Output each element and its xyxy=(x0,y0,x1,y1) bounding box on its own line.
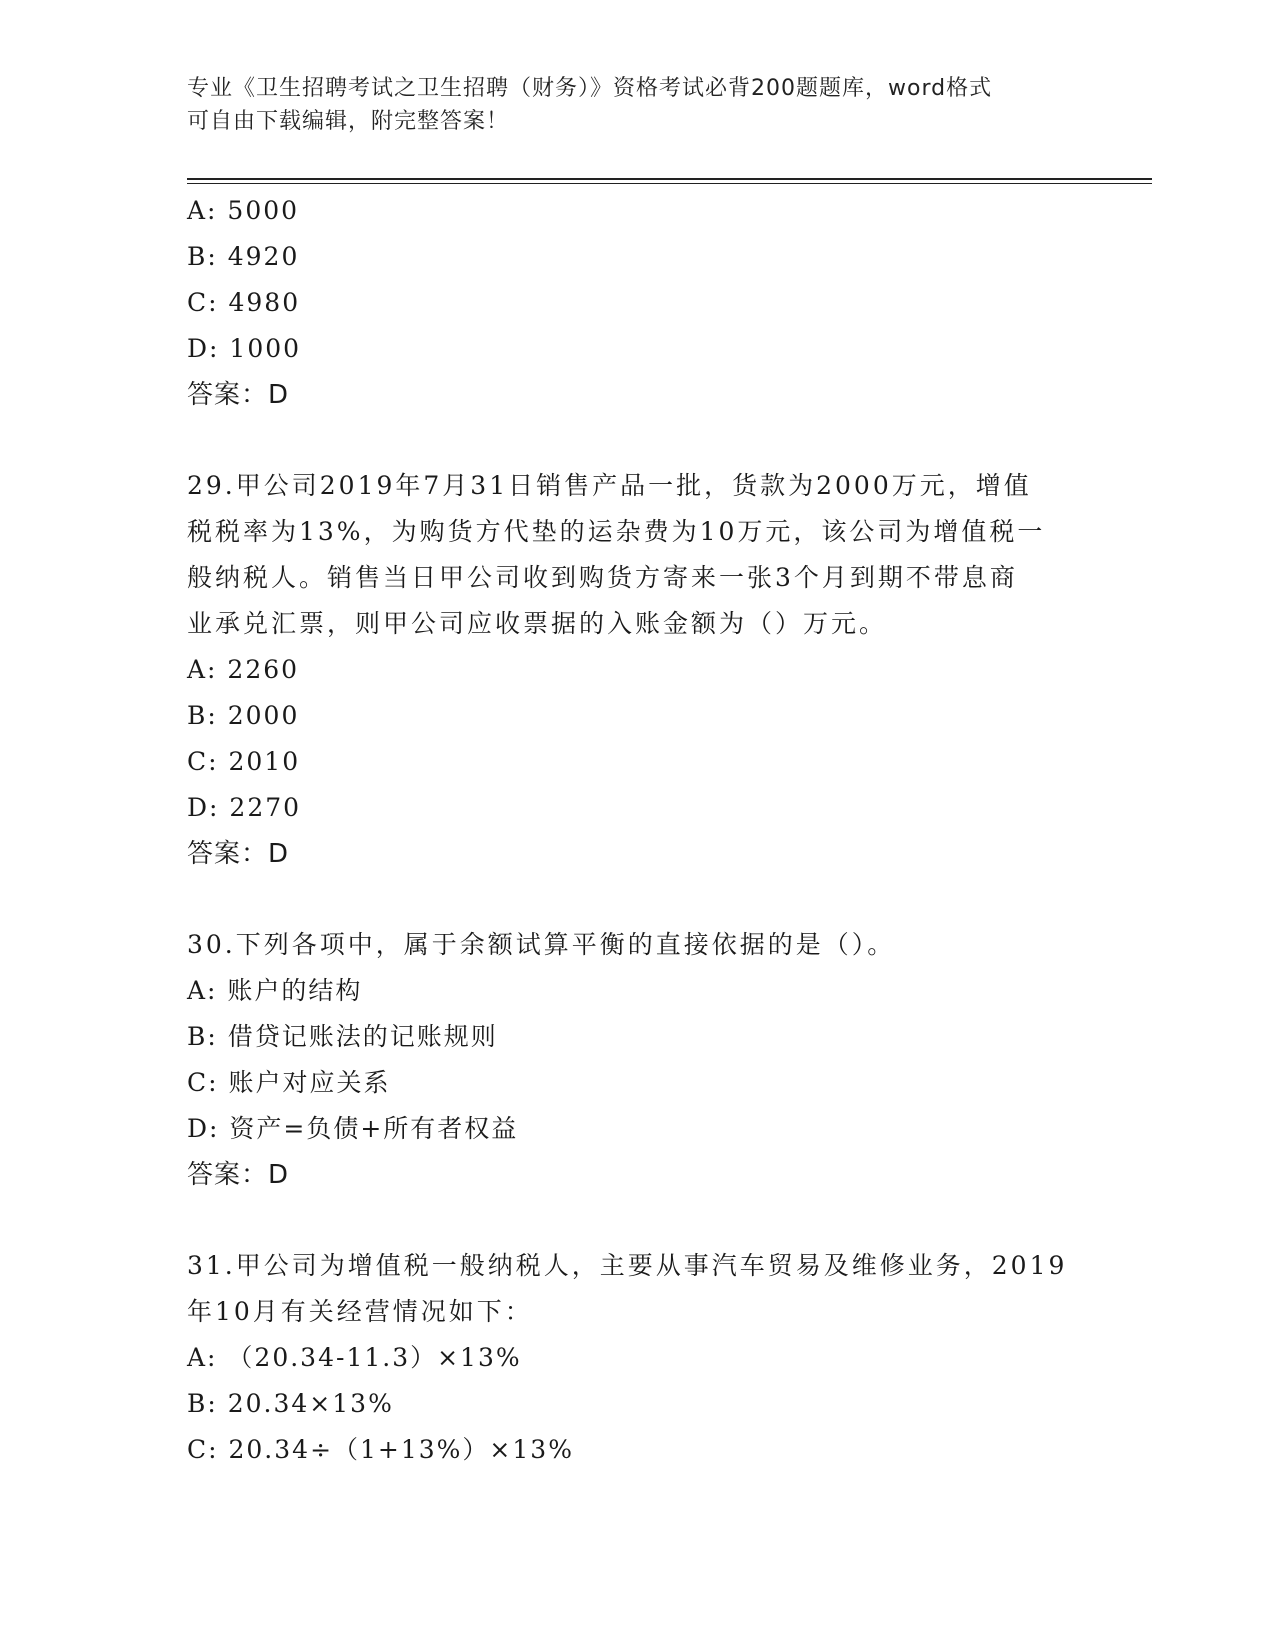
option-d: D: 1000 xyxy=(187,334,302,363)
option-b: B: 借贷记账法的记账规则 xyxy=(187,1022,498,1051)
question-block xyxy=(187,463,1087,647)
question-text-line: 年10月有关经营情况如下： xyxy=(187,1297,533,1326)
option-c: C: 账户对应关系 xyxy=(187,1068,391,1097)
question-text-line: 29.甲公司2019年7月31日销售产品一批，货款为2000万元，增值 xyxy=(187,471,1032,500)
answer: 答案：D xyxy=(187,839,290,869)
header-line-1: 专业《卫生招聘考试之卫生招聘（财务）》资格考试必背200题题库，word格式 xyxy=(187,76,993,101)
header-line-2: 可自由下载编辑，附完整答案！ xyxy=(187,109,510,134)
option-b: B: 4920 xyxy=(187,242,300,271)
page-header xyxy=(187,72,1067,138)
question-text-line: 业承兑汇票，则甲公司应收票据的入账金额为（）万元。 xyxy=(187,609,888,638)
question-block xyxy=(187,188,1087,418)
option-b: B: 2000 xyxy=(187,701,300,730)
question-text-line: 税税率为13%，为购货方代垫的运杂费为10万元，该公司为增值税一 xyxy=(187,517,1046,546)
option-a: A: 5000 xyxy=(187,196,300,225)
option-c: C: 2010 xyxy=(187,747,301,776)
question-block xyxy=(187,1243,1087,1335)
answer: 答案：D xyxy=(187,1160,290,1190)
header-divider xyxy=(187,178,1152,180)
option-a: A: 2260 xyxy=(187,655,300,684)
option-a: A: 账户的结构 xyxy=(187,976,363,1005)
question-text-line: 31.甲公司为增值税一般纳税人，主要从事汽车贸易及维修业务，2019 xyxy=(187,1251,1068,1280)
question-text-line: 30.下列各项中，属于余额试算平衡的直接依据的是（）。 xyxy=(187,930,896,959)
question-list xyxy=(187,188,1087,1473)
option-b: B: 20.34×13% xyxy=(187,1389,394,1418)
option-c: C: 20.34÷（1+13%）×13% xyxy=(187,1435,574,1464)
question-block xyxy=(187,922,1087,968)
option-c: C: 4980 xyxy=(187,288,301,317)
option-d: D: 2270 xyxy=(187,793,302,822)
option-d: D: 资产=负债+所有者权益 xyxy=(187,1114,519,1143)
answer: 答案：D xyxy=(187,380,290,410)
option-a: A: （20.34-11.3）×13% xyxy=(187,1343,522,1372)
question-text-line: 般纳税人。销售当日甲公司收到购货方寄来一张3个月到期不带息商 xyxy=(187,563,1018,592)
header-divider-thin xyxy=(187,183,1152,184)
